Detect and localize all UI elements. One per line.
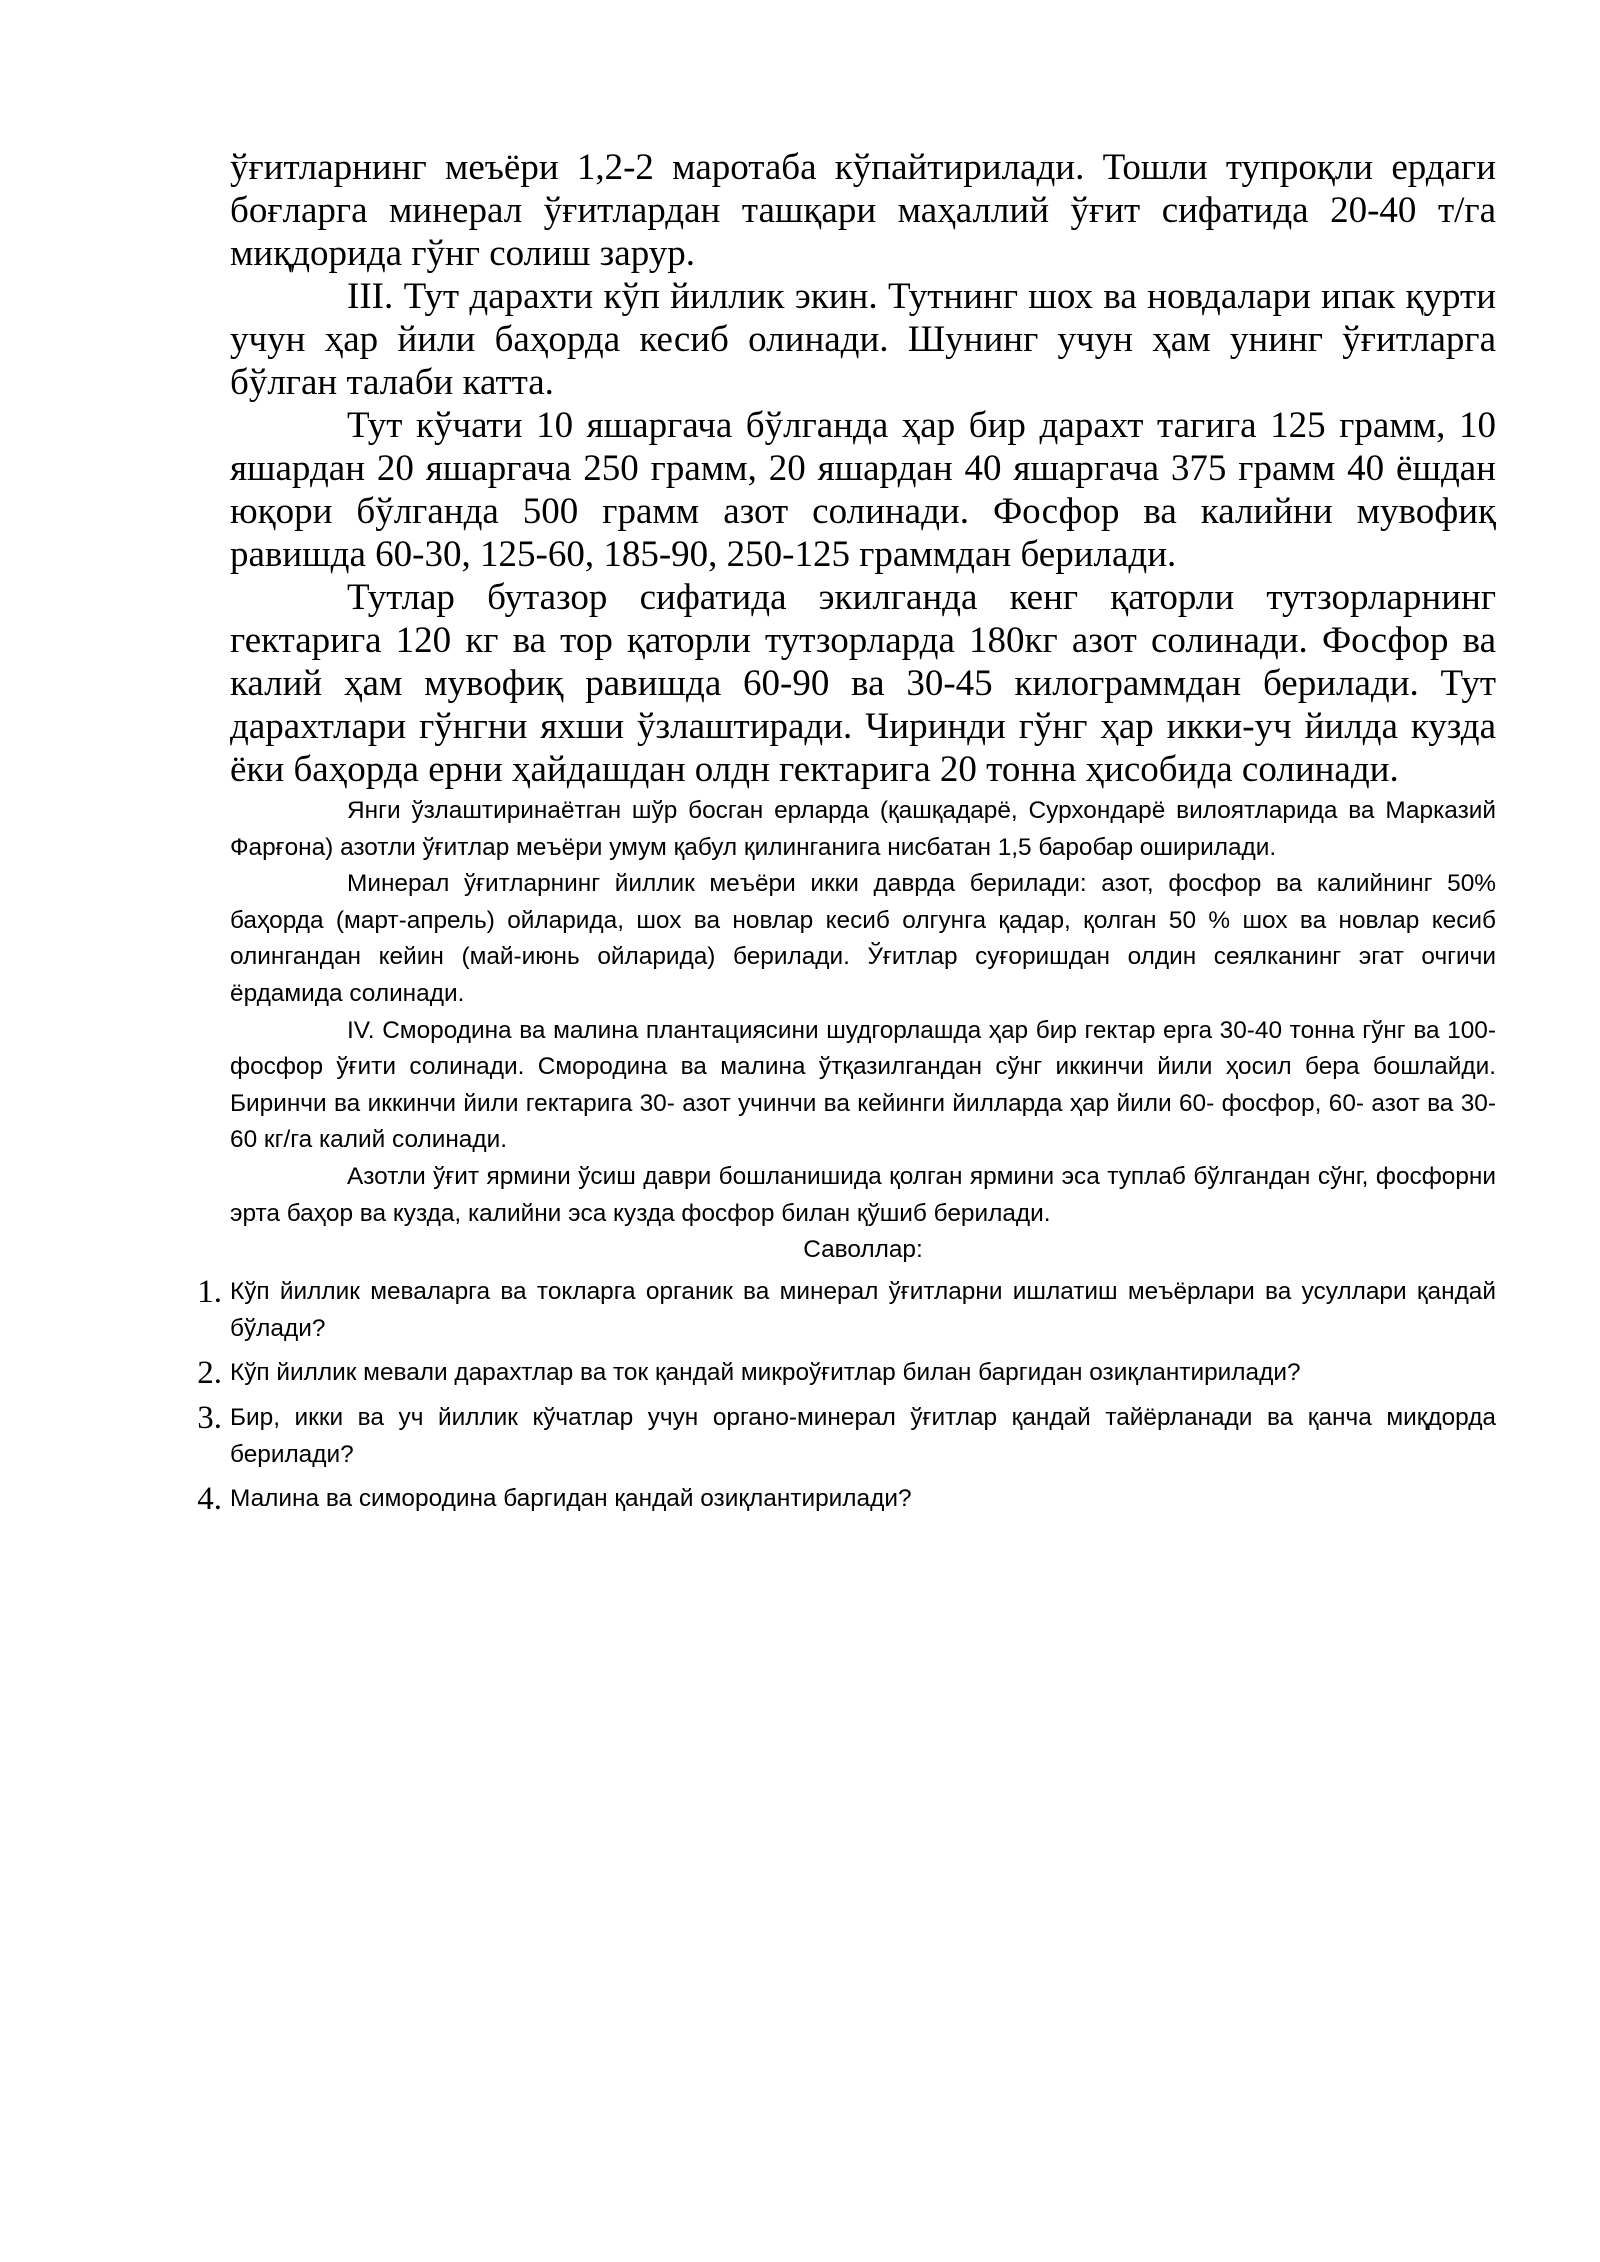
question-number: 1. (197, 1274, 222, 1311)
paragraph-mulberry-seedlings: Тут кўчати 10 яшаргача бўлганда ҳар бир дарахт тагига 125 грамм, 10 яшардан 20 яшаргача 250 грамм, 20 яшардан 40 яшаргача 375 грамм 40 ёшдан юқори бўлганда 500 грамм азот солинади. Фосфор ва калийни мувофиқ равишда 60-30, 125-60, 185-90, 250-125 граммдан берилади. (230, 405, 1496, 575)
question-number: 2. (197, 1355, 222, 1392)
question-text: Кўп йиллик мевали дарахтлар ва ток қандай микроўғитлар билан баргидан озиқлантирилади? (230, 1359, 1301, 1387)
document-page (197, 146, 1496, 1526)
questions-heading: Саволлар: (803, 1236, 923, 1264)
question-item (197, 1481, 1496, 1518)
paragraph-annual-norm: Минерал ўғитларнинг йиллик меъёри икки даврда берилади: азот, фосфор ва калийнинг 50% баҳорда (март-апрель) ойларида, шох ва новлар кесиб олгунга қадар, қолган 50 % шох ва новлар кесиб олингандан кейин (май-июнь ойларида) берилади. Ўғитлар суғоришдан олдин сеялканинг эгат очгичи ёрдамида солинади. (230, 870, 1496, 1007)
question-item (197, 1399, 1496, 1473)
paragraph-mulberry-plantations: Тутлар бутазор сифатида экилганда кенг қаторли тутзорларнинг гектарига 120 кг ва тор қаторли тутзорларда 180кг азот солинади. Фосфор ва калий ҳам мувофиқ равишда 60-90 ва 30-45 килограммдан берилади. Тут дарахтлари гўнгни яхши ўзлаштиради. Чиринди гўнг ҳар икки-уч йилда кузда ёки баҳорда ерни ҳайдашдан олдн гектарига 20 тонна ҳисобида солинади. (230, 577, 1496, 790)
paragraph-nitrogen-timing: Азотли ўғит ярмини ўсиш даври бошланишида қолган ярмини эса туплаб бўлгандан сўнг, фосфорни эрта баҳор ва кузда, калийни эса кузда фосфор билан қўшиб берилади. (230, 1162, 1496, 1227)
question-number: 4. (197, 1481, 222, 1518)
question-item (197, 1274, 1496, 1347)
paragraph-mulberry-intro: III. Тут дарахти кўп йиллик экин. Тутнинг шох ва новдалари ипак қурти учун ҳар йили баҳорда кесиб олинади. Шунинг учун ҳам унинг ўғитларга бўлган талаби катта. (230, 276, 1496, 403)
question-item (197, 1355, 1496, 1392)
paragraph-saline-lands: Янги ўзлаштиринаётган шўр босган ерларда (қашқадарё, Сурхондарё вилоятларида ва Марказий Фарғона) азотли ўғитлар меъёри умум қабул қилинганига нисбатан 1,5 баробар оширилади. (230, 797, 1496, 861)
question-text: Малина ва симородина баргидан қандай озиқлантирилади? (230, 1485, 912, 1513)
question-number: 3. (197, 1399, 222, 1436)
question-text: Бир, икки ва уч йиллик кўчатлар учун органо-минерал ўғитлар қандай тайёрланади ва қанча миқдорда берилади? (230, 1403, 1496, 1468)
paragraph-currant-raspberry: IV. Смородина ва малина плантациясини шудгорлашда ҳар бир гектар ерга 30-40 тонна гўнг ва 100- фосфор ўғити солинади. Смородина ва малина ўтқазилгандан сўнг иккинчи йили ҳосил бера бошлайди. Биринчи ва иккинчи йили гектарига 30- азот учинчи ва кейинги йилларда ҳар йили 60- фосфор, 60- азот ва 30-60 кг/га калий солинади. (230, 1016, 1496, 1154)
paragraph-fertilizer-norms: ўғитларнинг меъёри 1,2-2 маротаба кўпайтирилади. Тошли тупроқли ердаги боғларга минерал ўғитлардан ташқари маҳаллий ўғит сифатида 20-40 т/га миқдорида гўнг солиш зарур. (230, 147, 1496, 274)
questions-list (197, 1274, 1496, 1518)
question-text: Кўп йиллик меваларга ва токларга органик ва минерал ўғитларни ишлатиш меъёрлари ва усуллари қандай бўлади? (230, 1278, 1496, 1342)
